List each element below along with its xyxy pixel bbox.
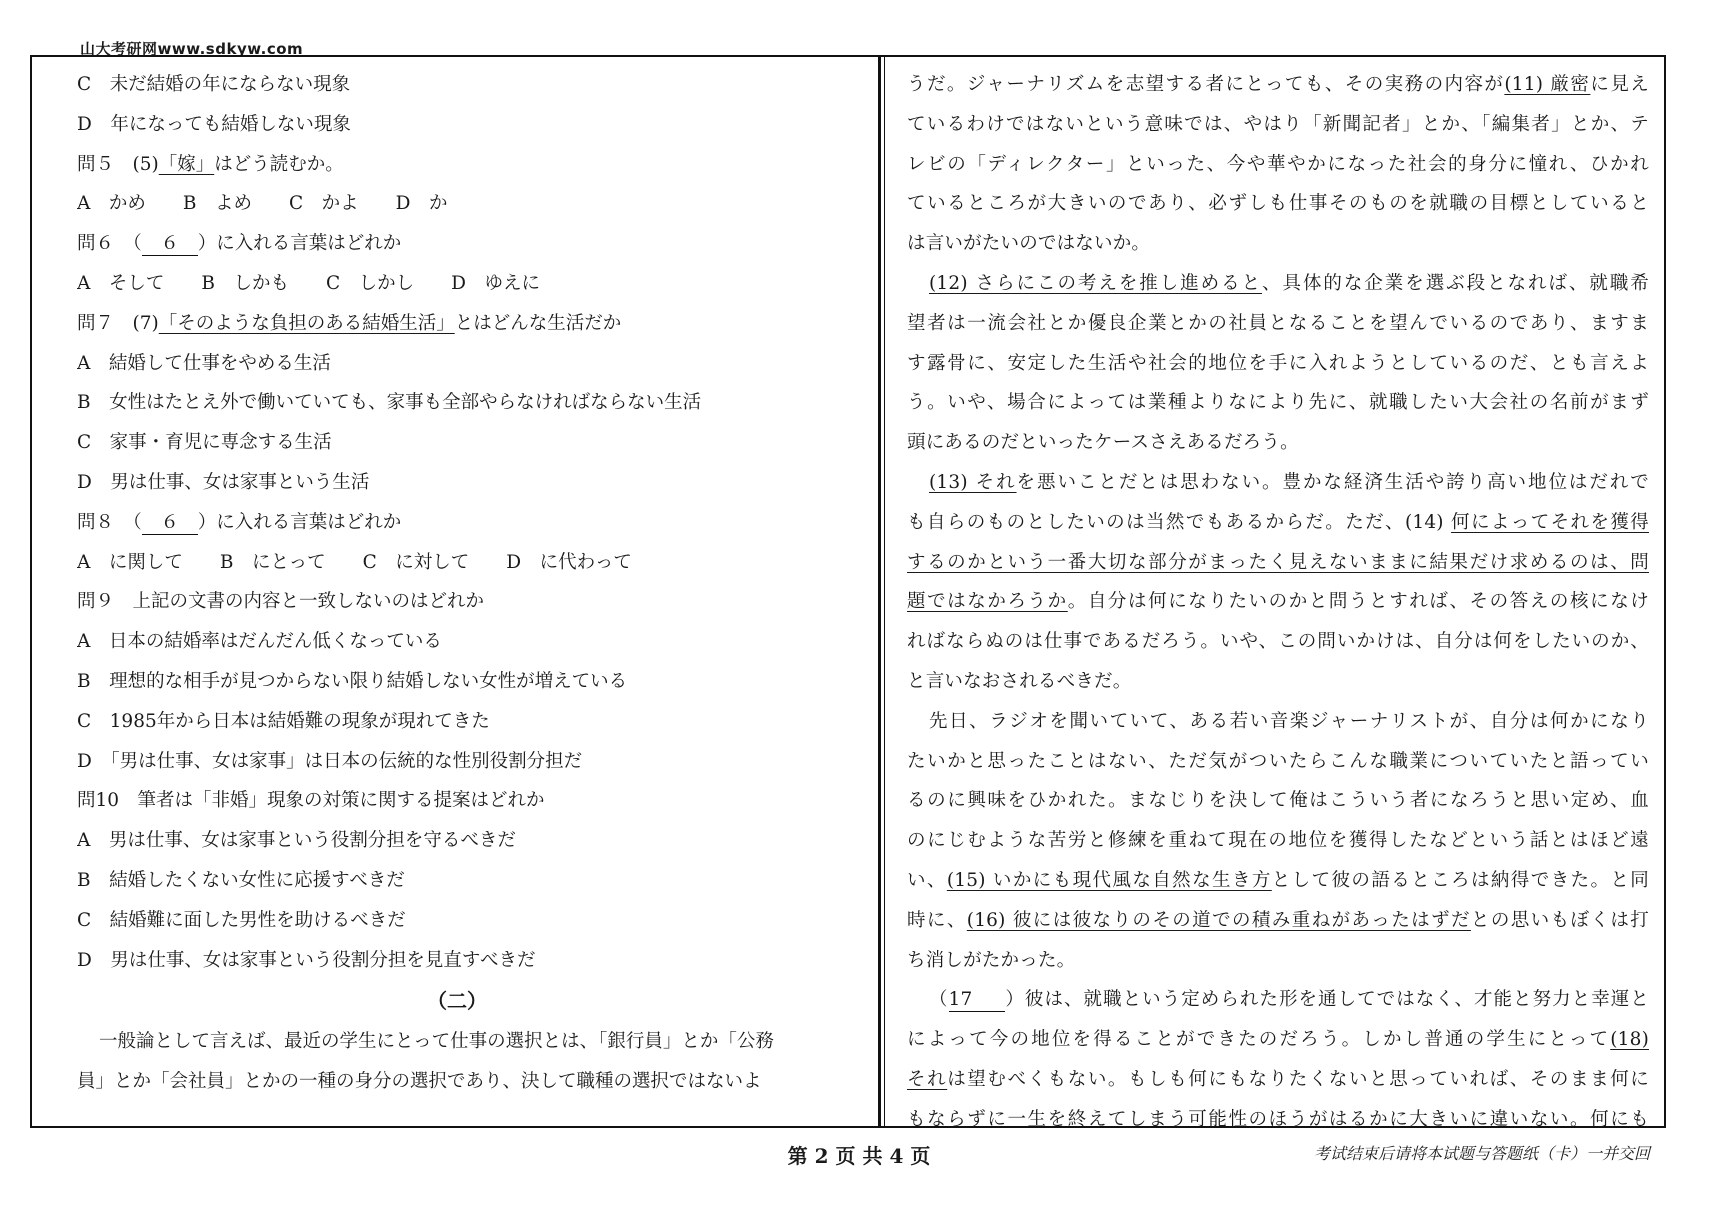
- exam-page-frame: [30, 55, 1666, 1128]
- paragraph-4-line-3: るのに興味をひかれた。まなじりを決して俺はこういう者になろうと思い定め、血: [907, 790, 1649, 812]
- left-column: [77, 65, 857, 1102]
- section-heading: （二）: [427, 989, 487, 1014]
- q8-suffix: ）に入れる言葉はどれか: [197, 511, 402, 533]
- paragraph-4-line-4: のにじむような苦労と修練を重ねて現在の地位を獲得したなどという話とはほど遠: [907, 830, 1649, 852]
- q6-options: A そして B しかも C しかし D ゆえに: [77, 272, 540, 294]
- q8-blank: ６: [142, 512, 198, 535]
- q5-target-word: 「嫁」: [158, 153, 215, 175]
- text-span: との思いもぼくは打: [1470, 909, 1649, 931]
- underline-16: (16) 彼には彼なりのその道での積み重ねがあったはずだ: [966, 909, 1471, 931]
- text-span: 。自分は何になりたいのかと問うとすれば、その答えの核になけ: [1067, 591, 1649, 613]
- q5-suffix: はどう読むか。: [214, 153, 344, 175]
- underline-15: (15) いかにも現代風な自然な生き方: [946, 869, 1272, 891]
- paragraph-4-line-7: ち消しがたかった。: [907, 949, 1076, 971]
- question-10: 問10 筆者は「非婚」現象の対策に関する提案はどれか: [77, 790, 545, 812]
- q7-option-d: D 男は仕事、女は家事という生活: [77, 471, 370, 493]
- question-9: 問９ 上記の文書の内容と一致しないのはどれか: [77, 591, 485, 613]
- question-6: [77, 224, 857, 264]
- paragraph-1-line-5: は言いがたいのではないか。: [907, 233, 1151, 255]
- paragraph-4-line-6: [907, 901, 1649, 941]
- paragraph-1-line-1: [907, 65, 1649, 105]
- paragraph-3-line-3: [907, 543, 1649, 583]
- q6-suffix: ）に入れる言葉はどれか: [197, 233, 402, 255]
- underline-12: (12) さらにこの考えを推し進めると: [929, 272, 1263, 294]
- right-column: [907, 65, 1649, 1140]
- underline-14-part-2: するのかという一番大切な部分がまったく見えないままに結果だけ求めるのは、問: [907, 551, 1649, 573]
- text-span: うだ。ジャーナリズムを志望する者にとっても、その実務の内容が: [907, 74, 1505, 95]
- paragraph-1-line-4: ているところが大きいのであり、必ずしも仕事そのものを就職の目標としていると: [907, 193, 1649, 215]
- page-number: 第 2 页 共 4 页: [787, 1144, 931, 1168]
- column-divider: [878, 57, 881, 1126]
- paragraph-2-line-3: す露骨に、安定した生活や社会的地位を手に入れようとしているのだ、とも言えよ: [907, 352, 1649, 374]
- paragraph-5-line-4: もならずに一生を終えてしまう可能性のほうがはるかに大きいに違いない。何にも: [907, 1108, 1649, 1130]
- passage-line-2: 員」とか「会社員」とかの一種の身分の選択であり、決して職種の選択ではないよ: [77, 1070, 762, 1092]
- q7-target-phrase: 「そのような負担のある結婚生活」: [158, 312, 455, 334]
- site-watermark: 山大考研网www.sdkyw.com: [80, 40, 304, 58]
- paragraph-5-line-3: [907, 1060, 1649, 1100]
- text-span: ）彼は、就職という定められた形を通してではなく、才能と努力と幸運と: [1004, 989, 1649, 1011]
- q6-blank: ６: [142, 233, 198, 256]
- passage-line-1: 一般論として言えば、最近の学生にとって仕事の選択とは、「銀行員」とか「公務: [99, 1031, 774, 1053]
- q9-option-d: D 「男は仕事、女は家事」は日本の伝統的な性別役割分担だ: [77, 750, 583, 772]
- text-span: 時に、: [907, 909, 967, 931]
- paragraph-5-line-1: [907, 980, 1649, 1020]
- q10-option-b: B 結婚したくない女性に応援すべきだ: [77, 869, 405, 891]
- q7-option-b: B 女性はたとえ外で働いていても、家事も全部やらなければならない生活: [77, 392, 702, 414]
- paragraph-3-line-1: [907, 463, 1649, 503]
- q8-label: 問８ （: [77, 511, 142, 533]
- q7-option-a: A 結婚して仕事をやめる生活: [77, 352, 331, 374]
- paragraph-2-line-1: [907, 264, 1649, 304]
- text-span: として彼の語るところは納得できた。と同: [1271, 869, 1649, 891]
- text-span: を悪いことだとは思わない。豊かな経済生活や誇り高い地位はだれで: [1016, 471, 1649, 493]
- footer-instruction: 考试结束后请将本试题与答题纸（卡）一并交回: [1313, 1144, 1650, 1163]
- paragraph-2-line-2: 望者は一流会社とか優良企業とかの社員となることを望んでいるのであり、ますま: [907, 312, 1649, 334]
- q9-option-b: B 理想的な相手が見つからない限り結婚しない女性が増えている: [77, 670, 628, 692]
- paragraph-4-line-5: [907, 861, 1649, 901]
- paragraph-1-line-2: ているわけではないという意味では、やはり「新聞記者」とか、「編集者」とか、テ: [907, 113, 1649, 135]
- q4-option-c: C 未だ結婚の年にならない現象: [77, 74, 351, 95]
- q8-options: A に関して B にとって C に対して D に代わって: [77, 551, 632, 573]
- q5-label: 問５ (5): [77, 153, 159, 175]
- text-span: によって今の地位を得ることができたのだろう。しかし普通の学生にとって: [907, 1029, 1611, 1051]
- paragraph-3-line-6: と言いなおされるべきだ。: [907, 670, 1132, 692]
- q5-options: A かめ B よめ C かよ D か: [77, 193, 448, 215]
- paragraph-2-line-4: う。いや、場合によっては業種よりなにより先に、就職したい大会社の名前がまず: [907, 392, 1649, 414]
- underline-18-part-1: (18): [1610, 1029, 1649, 1051]
- paragraph-3-line-5: ればならぬのは仕事であるだろう。いや、この問いかけは、自分は何をしたいのか、: [907, 631, 1649, 653]
- paragraph-3-line-2: [907, 503, 1649, 543]
- text-span: も自らのものとしたいのは当然でもあるからだ。ただ、(14): [907, 511, 1452, 533]
- q7-option-c: C 家事・育児に専念する生活: [77, 432, 332, 454]
- question-8: [77, 503, 857, 543]
- q6-label: 問６ （: [77, 233, 142, 255]
- q4-option-d: D 年になっても結婚しない現象: [77, 113, 351, 135]
- paragraph-4-line-2: たいかと思ったことはない、ただ気がついたらこんな職業についていたと語ってい: [907, 750, 1649, 772]
- q9-option-c: C 1985年から日本は結婚難の現象が現れてきた: [77, 710, 490, 732]
- column-divider-inner: [884, 57, 885, 1126]
- paragraph-4-line-1: 先日、ラジオを聞いていて、ある若い音楽ジャーナリストが、自分は何かになり: [929, 710, 1649, 732]
- underline-13: (13) それ: [929, 471, 1017, 493]
- text-span: は望むべくもない。もしも何にもなりたくないと思っていれば、そのまま何に: [947, 1068, 1649, 1090]
- underline-11: (11) 厳密: [1504, 74, 1591, 95]
- paragraph-2-line-5: 頭にあるのだといったケースさえあるだろう。: [907, 432, 1299, 454]
- q7-label: 問７ (7): [77, 312, 159, 334]
- paragraph-5-line-2: [907, 1020, 1649, 1060]
- text-span: に見え: [1590, 74, 1649, 95]
- question-7: [77, 304, 857, 344]
- q10-option-c: C 結婚難に面した男性を助けるべきだ: [77, 909, 406, 931]
- paragraph-3-line-4: [907, 582, 1649, 622]
- underline-14-part-3: 題ではなかろうか: [907, 591, 1068, 613]
- text-span: い、: [907, 869, 947, 891]
- q10-option-a: A 男は仕事、女は家事という役割分担を守るべきだ: [77, 830, 516, 852]
- q9-option-a: A 日本の結婚率はだんだん低くなっている: [77, 631, 442, 653]
- blank-17: 17: [949, 989, 1005, 1012]
- text-span: （: [929, 989, 949, 1011]
- q7-suffix: とはどんな生活だか: [454, 312, 622, 334]
- text-span: 、具体的な企業を選ぶ段となれば、就職希: [1262, 272, 1649, 294]
- underline-18-part-2: それ: [907, 1068, 948, 1090]
- underline-14-part-1: 何によってそれを獲得: [1451, 511, 1649, 533]
- question-5: [77, 145, 857, 185]
- paragraph-1-line-3: レビの「ディレクター」といった、今や華やかになった社会的身分に憧れ、ひかれ: [907, 153, 1649, 175]
- q10-option-d: D 男は仕事、女は家事という役割分担を見直すべきだ: [77, 949, 536, 971]
